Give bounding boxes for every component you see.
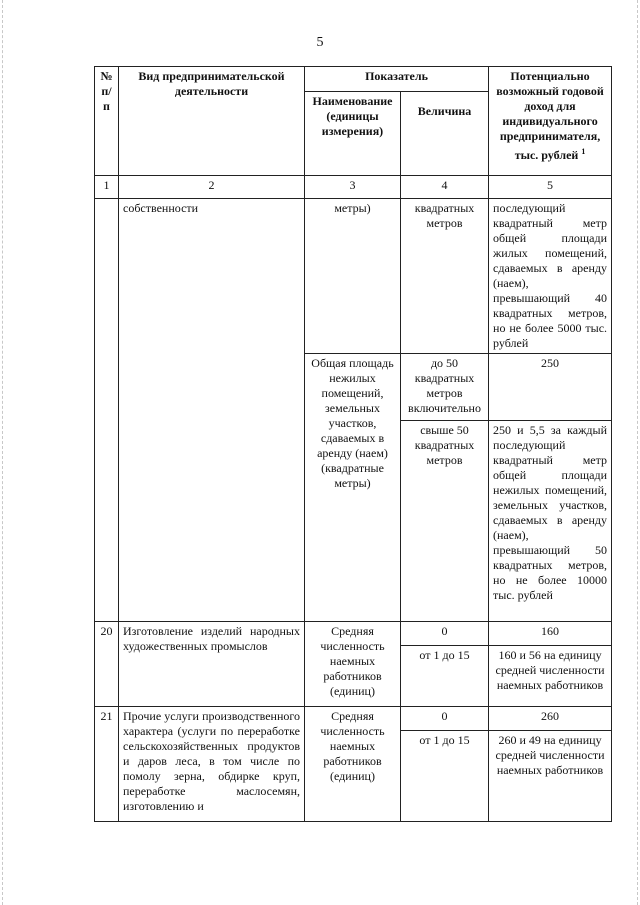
row19-income-b1: 250 bbox=[489, 354, 612, 421]
row20-income-2: 160 и 56 на единицу средней численности наемных работников bbox=[489, 646, 612, 707]
row19-name-b: Общая площадь нежилых помещений, земельных участков, сдаваемых в аренду (наем) (квадратные метры) bbox=[305, 354, 401, 622]
row20-name: Средняя численность наемных работников (единиц) bbox=[305, 622, 401, 707]
row20-value-2: от 1 до 15 bbox=[401, 646, 489, 707]
header-num: № п/п bbox=[95, 67, 119, 176]
row21-activity: Прочие услуги производственного характера (услуги по переработке сельскохозяйственных продуктов и даров леса, в том числе по помолу зерна, обдирке круп, переработке маслосемян, изготовлению и bbox=[119, 707, 305, 822]
header-income bbox=[489, 67, 612, 176]
row21-income-2: 260 и 49 на единицу средней численности наемных работников bbox=[489, 731, 612, 822]
row20-income-1: 160 bbox=[489, 622, 612, 646]
row19-name-a: метры) bbox=[305, 199, 401, 354]
row20-value-1: 0 bbox=[401, 622, 489, 646]
row19-value-b1: до 50 квадратных метров включительно bbox=[401, 354, 489, 421]
header-indicator: Показатель bbox=[305, 67, 489, 92]
col-number-4: 4 bbox=[401, 176, 489, 199]
row21-income-1: 260 bbox=[489, 707, 612, 731]
row21-name: Средняя численность наемных работников (единиц) bbox=[305, 707, 401, 822]
col-number-2: 2 bbox=[119, 176, 305, 199]
col-number-1: 1 bbox=[95, 176, 119, 199]
row21-value-2: от 1 до 15 bbox=[401, 731, 489, 822]
row19-income-b2: 250 и 5,5 за каждый последующий квадратный метр общей площади нежилых помещений, земельных участков, сдаваемых в аренду (наем), превышающий 50 квадратных метров, но не более 10000 тыс. рублей bbox=[489, 421, 612, 622]
header-activity: Вид предпринимательской деятельности bbox=[119, 67, 305, 176]
header-income-text: Потенциально возможный годовой доход для индивидуального предпринимателя, тыс. рублей bbox=[496, 69, 604, 162]
header-name: Наименование (единицы измерения) bbox=[305, 92, 401, 176]
header-row-1 bbox=[95, 67, 612, 92]
row21-num: 21 bbox=[95, 707, 119, 822]
col-number-3: 3 bbox=[305, 176, 401, 199]
column-number-row bbox=[95, 176, 612, 199]
row19-value-b2: свыше 50 квадратных метров bbox=[401, 421, 489, 622]
col-number-5: 5 bbox=[489, 176, 612, 199]
table-row bbox=[95, 622, 612, 646]
row19-value-a: квадратных метров bbox=[401, 199, 489, 354]
scan-edge-left bbox=[2, 0, 5, 905]
table-row bbox=[95, 199, 612, 354]
row21-value-1: 0 bbox=[401, 707, 489, 731]
row20-num: 20 bbox=[95, 622, 119, 707]
row19-activity: собственности bbox=[119, 199, 305, 622]
income-table bbox=[94, 66, 612, 822]
row19-num bbox=[95, 199, 119, 622]
table-row bbox=[95, 707, 612, 731]
page-number: 5 bbox=[316, 35, 324, 50]
row19-income-a: последующий квадратный метр общей площади жилых помещений, сдаваемых в аренду (наем), превышающий 40 квадратных метров, но не более 5000 тыс. рублей bbox=[489, 199, 612, 354]
row20-activity: Изготовление изделий народных художественных промыслов bbox=[119, 622, 305, 707]
header-value: Величина bbox=[401, 92, 489, 176]
scan-edge-right bbox=[635, 0, 638, 905]
header-income-footnote: 1 bbox=[581, 147, 586, 156]
